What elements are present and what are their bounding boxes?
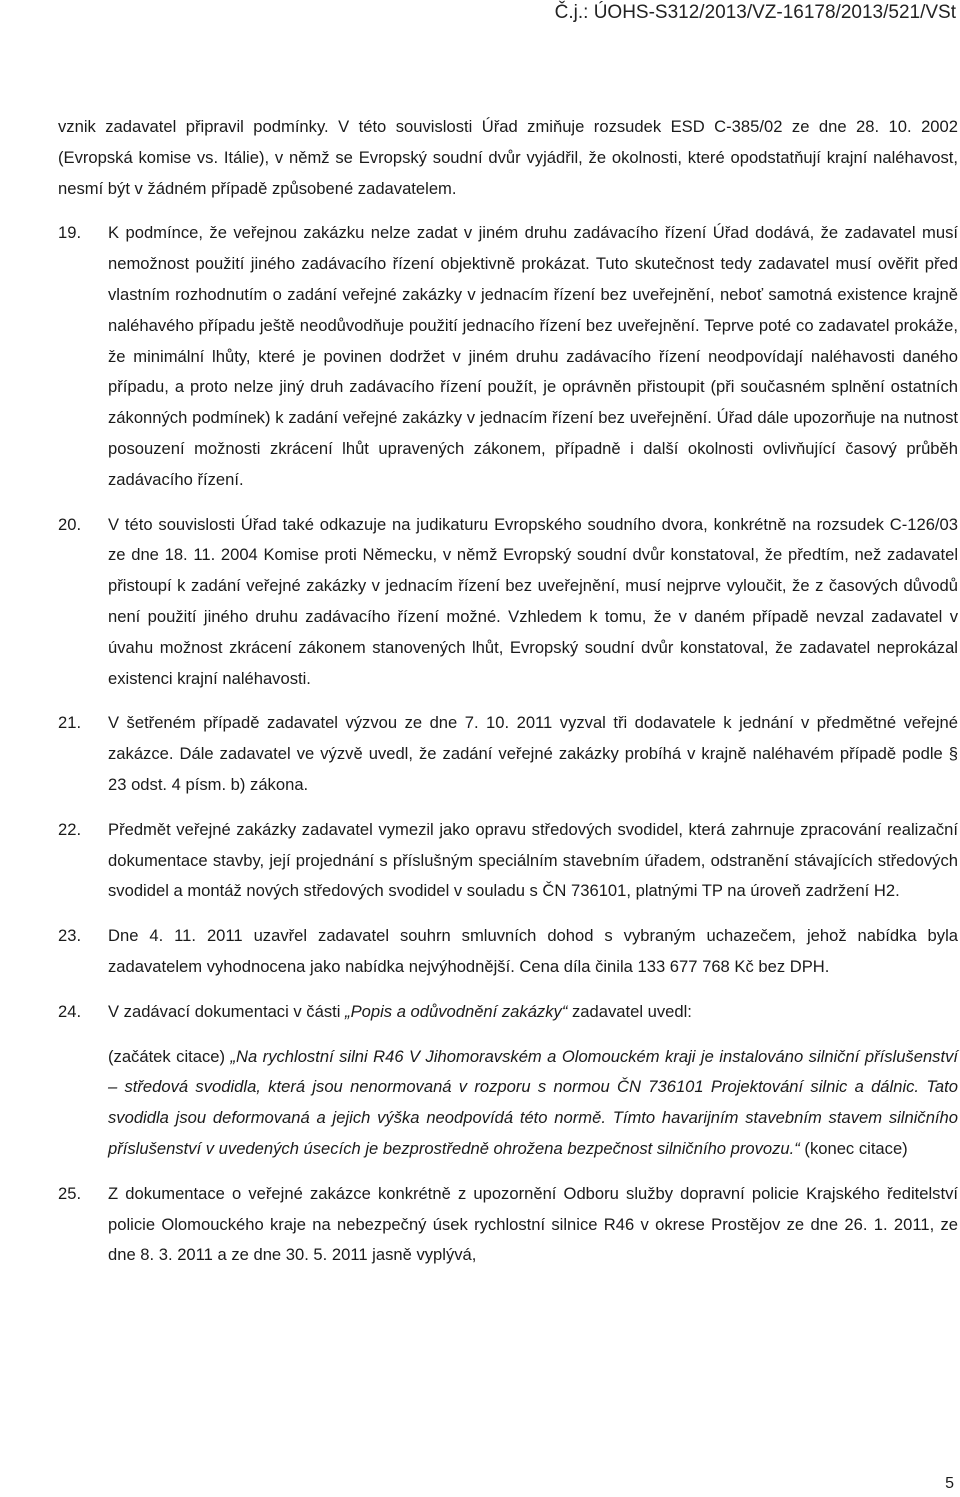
document-body: [58, 112, 958, 1271]
paragraph-text: [108, 997, 958, 1165]
paragraph-text-lead: V zadávací dokumentaci v části: [108, 1001, 346, 1021]
paragraph-text: V této souvislosti Úřad také odkazuje na judikaturu Evropského soudního dvora, konkrétně na rozsudek C-126/03 ze dne 18. 11. 2004 Komise proti Německu, v němž Evropský soudní dvůr konstatoval, že předtím, než zadavatel přistoupí k zadání veřejné zakázky v jednacím řízení bez uveřejnění, musí nejprve vyloučit, že z časových důvodů není použití jiného druhu zadávacího řízení možné. Vzhledem k tomu, že v daném případě nevzal zadavatel v úvahu možnost zkrácení zákonem stanovených lhůt, Evropský soudní dvůr konstatoval, že zadavatel neprokázal existenci krajní naléhavosti.: [108, 514, 958, 688]
quotation-text: „Na rychlostní silni R46 V Jihomoravském a Olomouckém kraji je instalováno silniční příslušenství – středová svodidla, která jsou nenormovaná v rozporu s normou ČN 736101 Projektování silnic a dálnic. Tato svodidla jsou deformovaná a jejich výška neodpovídá této normě. Tímto havarijním stavebním stavem silničního příslušenství v uvedených úsecích je bezprostředně ohrožena bezpečnost silničního provozu.“: [108, 1046, 958, 1158]
paragraph-text: Dne 4. 11. 2011 uzavřel zadavatel souhrn smluvních dohod s vybraným uchazečem, jehož nabídka byla zadavatelem vyhodnocena jako nabídka nejvýhodnější. Cena díla činila 133 677 768 Kč bez DPH.: [108, 926, 958, 976]
paragraph-25: [58, 1179, 958, 1271]
paragraph-text: Předmět veřejné zakázky zadavatel vymezil jako opravu středových svodidel, která zahrnuje zpracování realizační dokumentace stavby, její projednání s příslušným speciálním stavebním úřadem, odstranění stávajících středových svodidel a montáž nových středových svodidel v souladu s ČN 736101, platnými TP na úroveň zadržení H2.: [108, 819, 958, 901]
document-reference: Č.j.: ÚOHS-S312/2013/VZ-16178/2013/521/VSt: [554, 2, 956, 23]
paragraph-number: 22.: [58, 819, 82, 839]
section-title-italic: „Popis a odůvodnění zakázky“: [345, 1001, 568, 1021]
paragraph-23: [58, 921, 958, 983]
paragraph-number: 23.: [58, 926, 82, 946]
paragraph-text: Z dokumentace o veřejné zakázce konkrétně z upozornění Odboru služby dopravní policie Krajského ředitelství policie Olomouckého kraje na nebezpečný úsek rychlostní silnice R46 v okrese Prostějov ze dne 26. 1. 2011, ze dne 8. 3. 2011 a ze dne 30. 5. 2011 jasně vyplývá,: [108, 1183, 958, 1265]
paragraph-21: [58, 708, 958, 800]
paragraph-text: K podmínce, že veřejnou zakázku nelze zadat v jiném druhu zadávacího řízení Úřad dodává, že zadavatel musí nemožnost použití jiného zadávacího řízení objektivně prokázat. Tuto skutečnost tedy zadavatel musí ověřit před vlastním rozhodnutím o zadání veřejné zakázky v jednacím řízení bez uveřejnění, neboť samotná existence krajně naléhavého případu ještě neodůvodňuje použití jednacího řízení bez uveřejnění. Teprve poté co zadavatel prokáže, že minimální lhůty, které je povinen dodržet v jiném druhu zadávacího řízení neodpovídají naléhavosti daného případu, a proto nelze jiný druh zadávacího řízení použít, je oprávněn přistoupit (při současném splnění ostatních zákonných podmínek) k zadání veřejné zakázky v jednacím řízení bez uveřejnění. Úřad dále upozorňuje na nutnost posouzení možnosti zkrácení lhůt upravených zákonem, případně i další okolnosti ovlivňující časový průběh zadávacího řízení.: [108, 223, 958, 489]
quotation-block: [108, 1042, 958, 1165]
paragraph-number: 24.: [58, 1001, 82, 1021]
paragraph-number: 20.: [58, 514, 82, 534]
paragraph-text: V šetřeném případě zadavatel výzvou ze dne 7. 10. 2011 vyzval tři dodavatele k jednání v předmětné veřejné zakázce. Dále zadavatel ve výzvě uvedl, že zadání veřejné zakázky probíhá v krajně naléhavém případě podle § 23 odst. 4 písm. b) zákona.: [108, 713, 958, 794]
paragraph-number: 21.: [58, 713, 82, 733]
intro-paragraph: vznik zadavatel připravil podmínky. V této souvislosti Úřad zmiňuje rozsudek ESD C-385/02 ze dne 28. 10. 2002 (Evropská komise vs. Itálie), v němž se Evropský soudní dvůr vyjádřil, že okolnosti, které opodstatňují krajní naléhavost, nesmí být v žádném případě způsobené zadavatelem.: [58, 117, 958, 198]
paragraph-number: 25.: [58, 1183, 82, 1203]
quotation-start: (začátek citace): [108, 1046, 231, 1066]
paragraph-20: [58, 510, 958, 695]
page-number: 5: [945, 1475, 954, 1492]
paragraph-text-tail: zadavatel uvedl:: [567, 1001, 692, 1021]
quotation-end: (konec citace): [799, 1138, 908, 1158]
paragraph-24: [58, 997, 958, 1165]
paragraph-22: [58, 815, 958, 907]
paragraph-number: 19.: [58, 223, 82, 243]
paragraph-19: [58, 218, 958, 495]
